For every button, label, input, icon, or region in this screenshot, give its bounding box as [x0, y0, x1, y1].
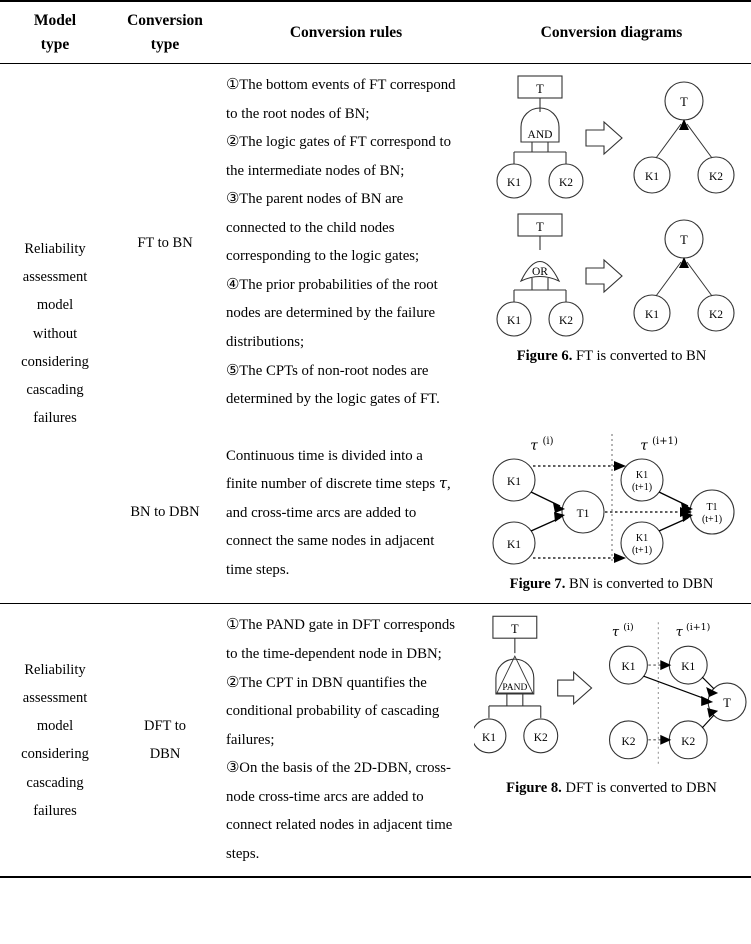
slice-label-tau-i: τ: [611, 625, 620, 641]
table-row: [0, 604, 751, 877]
model-type-line: cascading: [26, 382, 84, 399]
or-gate-label: OR: [531, 266, 548, 279]
dbn-k1-next-sub: (t+1): [631, 481, 652, 493]
rule-item-bn-to-dbn: [226, 442, 456, 585]
header-model-type: [0, 1, 110, 64]
rule-item: ⑤The CPTs of non-root nodes are determined by the logic gates of FT.: [226, 362, 440, 408]
cell-model-type-with: [0, 604, 110, 877]
model-type-line: failures: [33, 410, 77, 427]
rule-item: ③The parent nodes of BN are connected to the child nodes corresponding to the logic gates;: [226, 191, 420, 265]
dft-to-dbn-svg: [474, 610, 749, 772]
table-header: [0, 1, 751, 64]
model-type-line: model: [36, 297, 74, 314]
model-type-line: considering: [21, 353, 89, 370]
header-conversion-type: [110, 1, 220, 64]
arc-k2t1-to-t: [702, 715, 714, 728]
rule-item: ②The CPT in DBN quantifies the conditional probability of cascading failures;: [226, 674, 440, 748]
table-row: [0, 422, 751, 604]
dft-k1-label: K1: [481, 732, 496, 745]
and-gate-label: AND: [527, 129, 552, 142]
ft-top-label: T: [535, 220, 544, 235]
bn-k1-label: K1: [644, 171, 659, 184]
cell-diagram-dft-to-dbn: [472, 604, 751, 877]
cell-rules-ft-to-bn: [220, 64, 472, 422]
dbn-k1-next-label: K1: [635, 469, 648, 481]
table-header-row: [0, 1, 751, 64]
bn-to-dbn-svg: [476, 428, 748, 568]
slice-sup-i1: (i+1): [651, 435, 678, 447]
figure-7-caption: [474, 574, 749, 596]
pand-gate-label: PAND: [502, 683, 528, 694]
dbn-k1-next-label: K1: [635, 532, 648, 544]
slice-sup-i1: (i+1): [686, 622, 711, 634]
dbn-t1-next-sub: (t+1): [701, 513, 722, 525]
cell-conversion-type-dft-to-dbn: [110, 604, 220, 877]
dft-k2-label: K2: [533, 732, 548, 745]
dbn-t-label: T: [723, 696, 731, 711]
ft-and-to-bn-svg: [476, 70, 748, 202]
rule-item: ③On the basis of the 2D-DBN, cross-node cross-time arcs are added to connect related nodes in adjacent time steps.: [226, 760, 453, 862]
dbn-k1-label: K1: [621, 661, 636, 674]
dbn-k1-next-label: K1: [681, 661, 696, 674]
arrowhead: [706, 687, 718, 697]
figure-6-number: Figure 6.: [516, 348, 573, 365]
model-type-line: Reliability: [24, 240, 86, 257]
diagram-ft-or-to-bn: [474, 208, 749, 340]
arc-k1a-to-t1: [531, 492, 560, 506]
figure-6-text: FT is converted to BN: [576, 348, 707, 365]
rule-prefix: Continuous time is divided into a finite number of discrete time steps: [226, 447, 439, 493]
table-row: [0, 64, 751, 422]
conversion-arrow: [586, 260, 622, 292]
figure-8-caption: [474, 778, 749, 800]
header-model-type-l2: type: [40, 36, 70, 54]
model-type-line: without: [32, 325, 78, 342]
conversion-arrow: [586, 122, 622, 154]
model-type-line: failures: [33, 802, 77, 819]
header-conversion-type-l1: Conversion: [127, 12, 203, 29]
bn-t-label: T: [679, 233, 688, 248]
rule-item: ①The PAND gate in DFT corresponds to the time-dependent node in DBN;: [226, 617, 456, 663]
table-body: [0, 64, 751, 878]
dbn-k1-label: K1: [506, 538, 521, 551]
diagram-bn-to-dbn: [474, 428, 749, 568]
dbn-t1-label: T1: [576, 507, 589, 520]
dbn-k1-label: K1: [506, 475, 521, 488]
bn-k1-label: K1: [644, 309, 659, 322]
ft-top-label: T: [535, 82, 544, 97]
rule-item: ②The logic gates of FT correspond to the intermediate nodes of BN;: [226, 134, 452, 179]
dbn-k2-label: K2: [621, 736, 636, 749]
figure-8-text: DFT is converted to DBN: [565, 780, 717, 797]
tau-symbol: τ: [438, 475, 448, 493]
slice-sup-i: (i): [623, 622, 634, 634]
slice-label-tau-i: τ: [529, 437, 538, 454]
arc-k1t1-to-t: [702, 678, 714, 690]
cell-conversion-type-bn-to-dbn: BN to DBN: [130, 504, 200, 521]
diagram-dft-to-dbn: [474, 610, 749, 772]
model-type-line: assessment: [22, 269, 88, 286]
bn-k2-label: K2: [708, 309, 723, 322]
conversion-type-line: DFT to: [143, 718, 187, 735]
header-model-type-l1: Model: [33, 12, 77, 29]
conversion-type-line: DBN: [149, 746, 181, 763]
dbn-k2-next-label: K2: [681, 736, 696, 749]
slice-label-tau-i1: τ: [639, 437, 648, 454]
slice-sup-i: (i): [541, 435, 554, 447]
cell-rules-bn-to-dbn: [220, 422, 472, 604]
rule-item: ①The bottom events of FT correspond to the root nodes of BN;: [226, 77, 456, 122]
model-type-line: cascading: [26, 774, 84, 791]
cell-diagram-ft-to-bn: [472, 64, 751, 422]
figure-7-text: BN is converted to DBN: [569, 575, 714, 592]
header-conversion-rules: Conversion rules: [220, 1, 472, 64]
ft-k1-label: K1: [506, 315, 521, 328]
figure-8-number: Figure 8.: [506, 780, 562, 797]
header-conversion-diagrams: Conversion diagrams: [472, 1, 751, 64]
diagram-ft-and-to-bn: [474, 70, 749, 202]
bn-t-label: T: [679, 95, 688, 110]
slice-label-tau-i1: τ: [675, 625, 683, 641]
figure-6-caption: [474, 346, 749, 368]
rule-suffix: , and cross-time arcs are added to connect the same nodes in adjacent time steps.: [226, 476, 451, 578]
rule-item: ④The prior probabilities of the root nodes are determined by the failure distributions;: [226, 276, 438, 350]
bn-k2-label: K2: [708, 171, 723, 184]
model-type-line: model: [36, 718, 74, 735]
model-type-line: assessment: [22, 689, 88, 706]
cell-conversion-type-ft-to-bn: FT to BN: [110, 64, 220, 422]
model-type-line: Reliability: [24, 661, 86, 678]
ft-or-to-bn-svg: [476, 208, 748, 340]
ft-k2-label: K2: [558, 315, 573, 328]
cell-diagram-bn-to-dbn: [472, 422, 751, 604]
conversion-arrow: [558, 673, 592, 705]
rules-spacer: [226, 429, 456, 442]
figure-7-number: Figure 7.: [509, 575, 566, 592]
cell-model-type-without: [0, 64, 110, 604]
arrowhead: [701, 696, 713, 706]
header-conversion-type-l2: type: [150, 36, 180, 54]
arc-k1a1-to-t11: [659, 492, 688, 506]
ft-k2-label: K2: [558, 177, 573, 190]
ft-k1-label: K1: [506, 177, 521, 190]
cell-rules-dft-to-dbn: [220, 604, 472, 877]
dft-top-label: T: [511, 622, 519, 637]
model-type-line: considering: [21, 746, 89, 763]
dbn-k1-next-sub: (t+1): [631, 544, 652, 556]
dbn-t1-next-label: T1: [705, 501, 718, 513]
